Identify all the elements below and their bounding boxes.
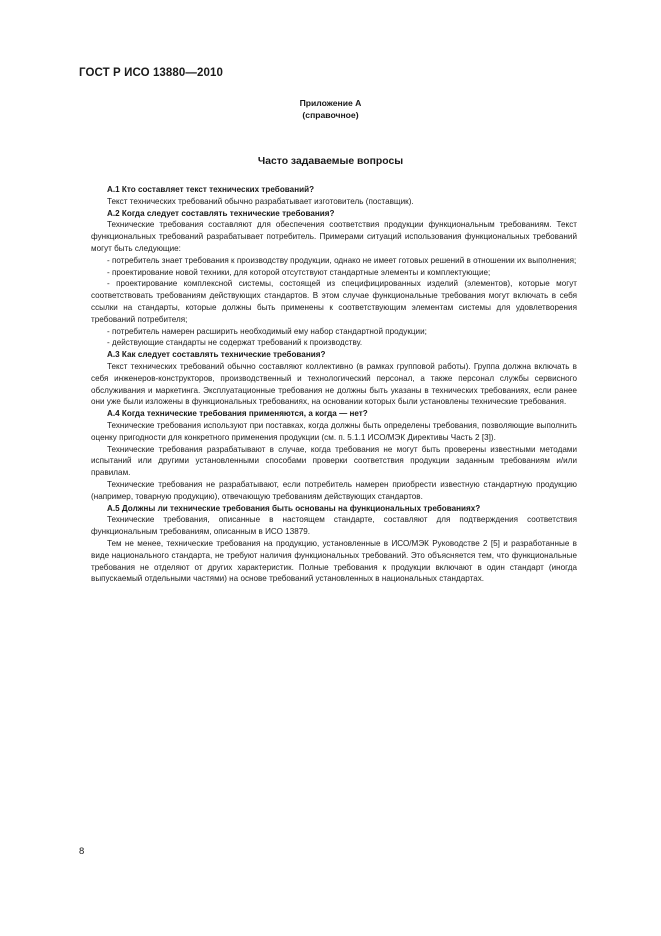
paragraph: Тем не менее, технические требования на продукцию, установленные в ИСО/МЭК Руководстве 2 [5] и разработанные в виде национального стандарта, не требуют наличия функциональных требований. Это объясняется тем, что функциональные требования не отделяют от других характеристик. Полные требования к продукции включают в один стандарт (иногда выпускаемый отдельными частями) на основе требований установленных в национальных стандартах. [91,538,577,584]
list-item: - проектирование комплексной системы, состоящей из специфицированных изделий (элементов), которые могут соответствовать требованиям действующих стандартов. В этом случае функциональные требования могут включать в себя ссылки на стандарты, которые должны быть применены к соответствующим элементам системы для удовлетворения требований потребителя; [91,279,577,324]
page-number: 8 [79,846,85,857]
document-header: ГОСТ Р ИСО 13880—2010 [79,67,224,79]
document-body [91,184,577,585]
paragraph: Текст технических требований обычно разрабатывает изготовитель (поставщик). [107,196,414,206]
paragraph: Технические требования, описанные в настоящем стандарте, составляют для подтверждения соответствия функциональным требованиям, описанным в ИСО 13879. [91,515,577,537]
question-heading: А.4 Когда технические требования применяются, а когда — нет? [107,409,368,419]
paragraph: Технические требования разрабатывают в случае, когда требования не могут быть проверены известными методами испытаний или другими установленными способами проверки соответствия продукции заданным требованиям и/или правилам. [91,444,577,478]
list-item: - потребитель намерен расширить необходимый ему набор стандартной продукции; [107,326,427,336]
paragraph: Технические требования не разрабатывают, если потребитель намерен приобрести известную стандартную продукцию (например, товарную продукцию), отвечающую требованиям действующих стандартов. [91,479,577,501]
question-heading: А.3 Как следует составлять технические требования? [107,350,326,360]
annex-title: Приложение А [299,98,362,108]
list-item: - проектирование новой техники, для которой отсутствуют стандартные элементы и комплектующие; [107,267,491,277]
paragraph: Технические требования составляют для обеспечения соответствия продукции функциональным требованиям. Текст функциональных требований разрабатывает потребитель. Примерами ситуаций использования функциональных требований могут быть следующие: [91,220,577,253]
list-item: - действующие стандарты не содержат требований к производству. [107,338,363,348]
section-title: Часто задаваемые вопросы [257,156,404,167]
question-heading: А.5 Должны ли технические требования быть основаны на функциональных требованиях? [107,503,481,513]
annex-type: (справочное) [302,109,359,120]
question-heading: А.2 Когда следует составлять технические требования? [107,208,335,218]
paragraph: Текст технических требований обычно составляют коллективно (в рамках групповой работы). Группа должна включать в себя инженеров-конструкторов, производственный и технологический персонал, а также персонал службы сервисного обслуживания и маркетинга. Эксплуатационные требования не должны быть указаны в технических требованиях, если ранее они уже были изложены в функциональных требованиях, на основании которых были установлены технические требования. [91,361,577,407]
paragraph: Технические требования используют при поставках, когда должны быть определены требования, позволяющие выполнить оценку пригодности для конкретного применения продукции (см. п. 5.1.1 ИСО/МЭК Директивы Часть 2 [3]). [91,420,577,442]
list-item: - потребитель знает требования к производству продукции, однако не имеет готовых решений в отношении их выполнения; [107,255,577,265]
question-heading: А.1 Кто составляет текст технических требований? [107,185,315,194]
annex-heading [0,98,661,121]
